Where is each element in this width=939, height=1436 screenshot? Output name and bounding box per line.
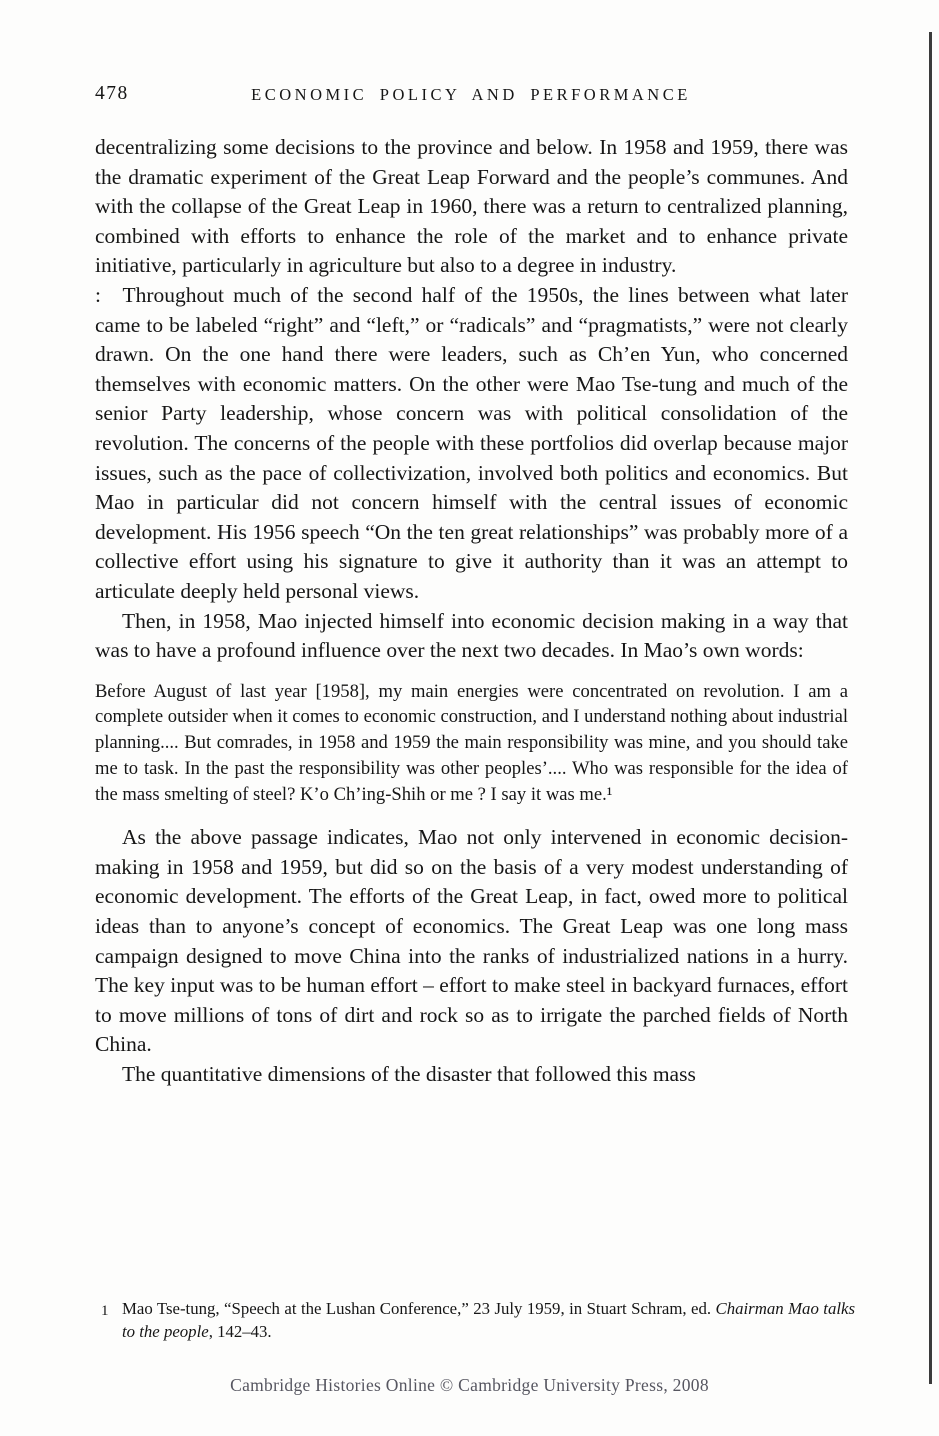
footnote	[95, 1298, 855, 1343]
footnote-text	[122, 1299, 855, 1341]
paragraph-then-in-1958: Then, in 1958, Mao injected himself into economic decision making in a way that was to have a profound influence over the next two decades. In Mao’s own words:	[95, 608, 848, 663]
page-footer	[0, 1375, 939, 1396]
paragraph-decentralizing: decentralizing some decisions to the province and below. In 1958 and 1959, there was the dramatic experiment of the Great Leap Forward and the people’s communes. And with the collapse of the Great Leap in 1960, there was a return to centralized planning, combined with efforts to enhance the role of the market and to enhance private initiative, particularly in agriculture but also to a degree in industry.	[95, 135, 848, 278]
scan-edge-line	[929, 32, 932, 1384]
footnote-italic-title: Chairman Mao talks to the people	[122, 1299, 855, 1341]
running-head: ECONOMIC POLICY AND PERFORMANCE	[251, 85, 691, 104]
footnote-text-before-italic: Mao Tse-tung, “Speech at the Lushan Conference,” 23 July 1959, in Stuart Schram, ed.	[122, 1299, 716, 1318]
page-body	[95, 133, 848, 1090]
page-number: 478	[95, 83, 129, 104]
footer-credit: Cambridge Histories Online © Cambridge University Press, 2008	[230, 1375, 709, 1395]
paragraph-throughout: : Throughout much of the second half of the 1950s, the lines between what later came to be labeled “right” and “left,” or “radicals” and “pragmatists,” were not clearly drawn. On the one hand there were leaders, such as Ch’en Yun, who concerned themselves with economic matters. On the other were Mao Tse-tung and much of the senior Party leadership, whose concern was with political consolidation of the revolution. The concerns of the people with these portfolios did overlap because major issues, such as the pace of collectivization, involved both politics and economics. But Mao in particular did not concern himself with the central issues of economic development. His 1956 speech “On the ten great relationships” was probably more of a collective effort using his signature to give it authority than it was an attempt to articulate deeply held personal views.	[95, 282, 848, 603]
block-quote-mao: Before August of last year [1958], my main energies were concentrated on revolution. I am a complete outsider when it comes to economic construction, and I understand nothing about industrial planning.... But comrades, in 1958 and 1959 the main responsibility was mine, and you should take me to task. In the past the responsibility was other peoples’.... Who was responsible for the idea of the mass smelting of steel? K’o Ch’ing-Shih or me ? I say it was me.¹	[95, 680, 848, 805]
footnote-text-after-italic: , 142–43.	[208, 1321, 272, 1341]
paragraph-as-above-passage: As the above passage indicates, Mao not only intervened in economic decision-making in 1958 and 1959, but did so on the basis of a very modest understanding of economic development. The efforts of the Great Leap, in fact, owed more to political ideas than to anyone’s concept of economics. The Great Leap was one long mass campaign designed to move China into the ranks of industrialized nations in a hurry. The key input was to be human effort – effort to make steel in backyard furnaces, effort to move millions of tons of dirt and rock so as to irrigate the parched fields of North China.	[95, 825, 848, 1057]
footnote-marker: 1	[101, 1303, 109, 1319]
page-header	[95, 83, 847, 111]
paragraph-quantitative-dimensions: The quantitative dimensions of the disaster that followed this mass	[122, 1061, 696, 1086]
